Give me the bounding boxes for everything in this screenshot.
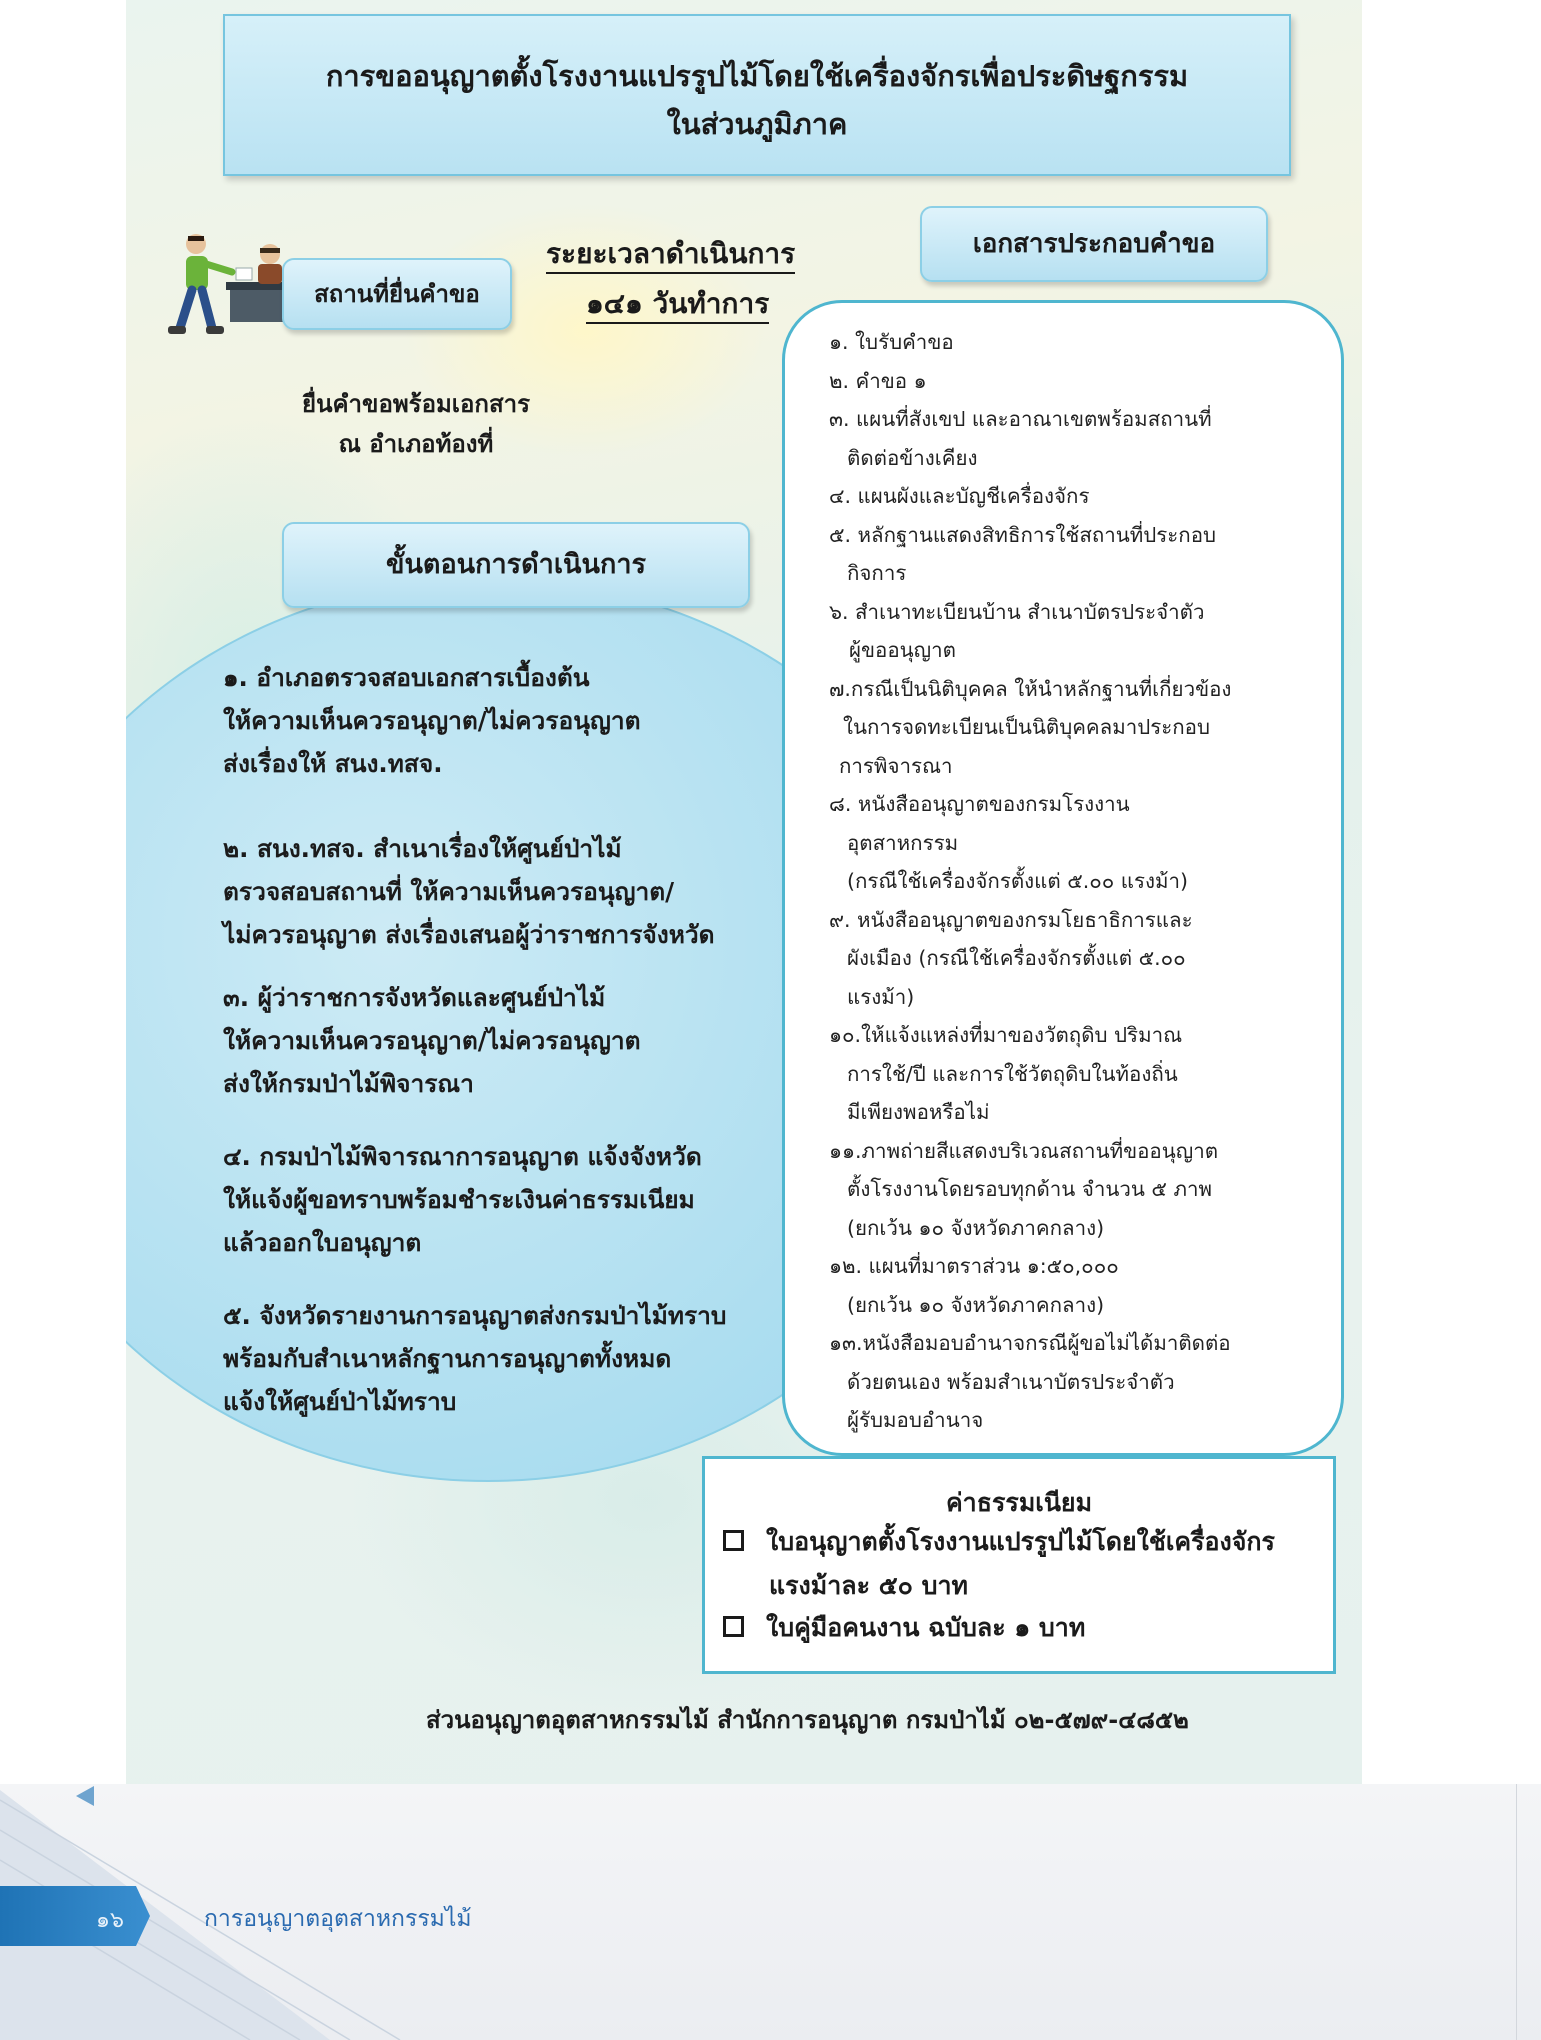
- place-label: สถานที่ยื่นคำขอ: [314, 280, 480, 308]
- procedure-heading-pill: [282, 522, 750, 608]
- document-line: ๑๑.ภาพถ่ายสีแสดงบริเวณสถานที่ขออนุญาต: [829, 1138, 1219, 1163]
- step-4: ๔. กรมป่าไม้พิจารณาการอนุญาต แจ้งจังหวัด ให้แจ้งผู้ขอทราบพร้อมชำระเงินค่าธรรมเนียม แล้วออกใบอนุญาต: [223, 1142, 702, 1257]
- title-line-1: การขออนุญาตตั้งโรงงานแปรรูปไม้โดยใช้เครื่องจักรเพื่อประดิษฐกรรม: [325, 59, 1189, 93]
- contact-line: ส่วนอนุญาตอุตสาหกรรมไม้ สำนักการอนุญาต กรมป่าไม้ ๐๒-๕๗๙-๔๘๕๒: [426, 1706, 1189, 1734]
- document-line: มีเพียงพอหรือไม่: [847, 1100, 990, 1124]
- document-line: ๘. หนังสืออนุญาตของกรมโรงงาน: [829, 792, 1130, 816]
- title-line-2: ในส่วนภูมิภาค: [666, 107, 848, 141]
- document-line: ๔. แผนผังและบัญชีเครื่องจักร: [829, 484, 1090, 508]
- document-line: ๓. แผนที่สังเขป และอาณาเขตพร้อมสถานที่: [829, 407, 1212, 431]
- document-line: อุตสาหกรรม: [847, 830, 959, 855]
- fees-box: [702, 1456, 1336, 1674]
- document-line: ๑๓.หนังสือมอบอำนาจกรณีผู้ขอไม่ได้มาติดต่อ: [829, 1331, 1231, 1355]
- poster: [126, 0, 1362, 1784]
- procedure-heading: ขั้นตอนการดำเนินการ: [386, 549, 646, 580]
- document-line: ๖. สำเนาทะเบียนบ้าน สำเนาบัตรประจำตัว: [829, 599, 1205, 624]
- document-line: ๙. หนังสืออนุญาตของกรมโยธาธิการและ: [829, 907, 1193, 932]
- document-line: ผังเมือง (กรณีใช้เครื่องจักรตั้งแต่ ๕.๐๐: [847, 946, 1186, 970]
- document-line: การใช้/ปี และการใช้วัตถุดิบในท้องถิ่น: [847, 1061, 1178, 1086]
- step-1: ๑. อำเภอตรวจสอบเอกสารเบื้องต้น ให้ความเห็นควรอนุญาต/ไม่ควรอนุญาต ส่งเรื่องให้ สนง.ทสจ.: [223, 663, 641, 778]
- fee-item-1-rate: แรงม้าละ ๕๐ บาท: [769, 1571, 968, 1600]
- checkbox-icon: [723, 1616, 744, 1637]
- place-label-pill: [282, 258, 512, 330]
- arrow-left-icon: [76, 1786, 94, 1806]
- step-2: ๒. สนง.ทสจ. สำเนาเรื่องให้ศูนย์ป่าไม้ ตรวจสอบสถานที่ ให้ความเห็นควรอนุญาต/ ไม่ควรอนุญาต ส่งเรื่องเสนอผู้ว่าราชการจังหวัด: [223, 834, 715, 949]
- documents-list: [782, 300, 1344, 1456]
- duration-label: ระยะเวลาดำเนินการ: [546, 232, 795, 276]
- footer-section-title: การอนุญาตอุตสาหกรรมไม้: [204, 1906, 472, 1932]
- documents-heading-pill: [920, 206, 1268, 282]
- document-line: ผู้ขออนุญาต: [849, 638, 956, 662]
- document-line: ๗.กรณีเป็นนิติบุคคล ให้นำหลักฐานที่เกี่ยวข้อง: [829, 676, 1232, 701]
- document-line: ๕. หลักฐานแสดงสิทธิการใช้สถานที่ประกอบ: [829, 522, 1217, 547]
- document-line: ในการจดทะเบียนเป็นนิติบุคคลมาประกอบ: [843, 715, 1211, 739]
- page-edge-line: [1516, 1784, 1517, 2040]
- document-line: ๑. ใบรับคำขอ: [829, 330, 954, 354]
- document-line: ๑๒. แผนที่มาตราส่วน ๑:๕๐,๐๐๐: [829, 1254, 1119, 1278]
- document-line: ติดต่อข้างเคียง: [847, 445, 978, 470]
- submit-note: ยื่นคำขอพร้อมเอกสาร ณ อำเภอท้องที่: [302, 390, 530, 458]
- document-line: ตั้งโรงงานโดยรอบทุกด้าน จำนวน ๕ ภาพ: [847, 1177, 1212, 1201]
- fee-item-1: ใบอนุญาตตั้งโรงงานแปรรูปไม้โดยใช้เครื่องจักร: [723, 1521, 1275, 1563]
- title-banner: [223, 14, 1291, 176]
- fee-item-2: ใบคู่มือคนงาน ฉบับละ ๑ บาท: [723, 1607, 1085, 1649]
- document-line: กิจการ: [847, 561, 907, 585]
- document-line: ๒. คำขอ ๑: [829, 368, 927, 393]
- documents-heading: เอกสารประกอบคำขอ: [972, 229, 1216, 259]
- checkbox-icon: [723, 1530, 744, 1551]
- page-number-tab: [0, 1886, 150, 1946]
- document-line: ๑๐.ให้แจ้งแหล่งที่มาของวัตถุดิบ ปริมาณ: [829, 1023, 1183, 1047]
- document-line: (กรณีใช้เครื่องจักรตั้งแต่ ๕.๐๐ แรงม้า): [847, 869, 1189, 893]
- procedure-steps: [223, 656, 783, 1423]
- document-line: ผู้รับมอบอำนาจ: [847, 1408, 984, 1432]
- step-3: ๓. ผู้ว่าราชการจังหวัดและศูนย์ป่าไม้ ให้ความเห็นควรอนุญาต/ไม่ควรอนุญาต ส่งให้กรมป่าไม้พิจารณา: [223, 983, 641, 1098]
- duration-value: ๑๔๑ วันทำการ: [586, 282, 769, 326]
- step-5: ๕. จังหวัดรายงานการอนุญาตส่งกรมป่าไม้ทราบ พร้อมกับสำเนาหลักฐานการอนุญาตทั้งหมด แจ้งให้ศูนย์ป่าไม้ทราบ: [223, 1301, 727, 1416]
- document-line: (ยกเว้น ๑๐ จังหวัดภาคกลาง): [847, 1292, 1105, 1317]
- page-number: ๑๖: [96, 1908, 124, 1933]
- document-line: ด้วยตนเอง พร้อมสำเนาบัตรประจำตัว: [847, 1369, 1175, 1394]
- document-line: การพิจารณา: [839, 753, 953, 778]
- document-line: (ยกเว้น ๑๐ จังหวัดภาคกลาง): [847, 1215, 1105, 1240]
- document-line: แรงม้า): [847, 984, 915, 1009]
- fees-title: ค่าธรรมเนียม: [945, 1488, 1093, 1517]
